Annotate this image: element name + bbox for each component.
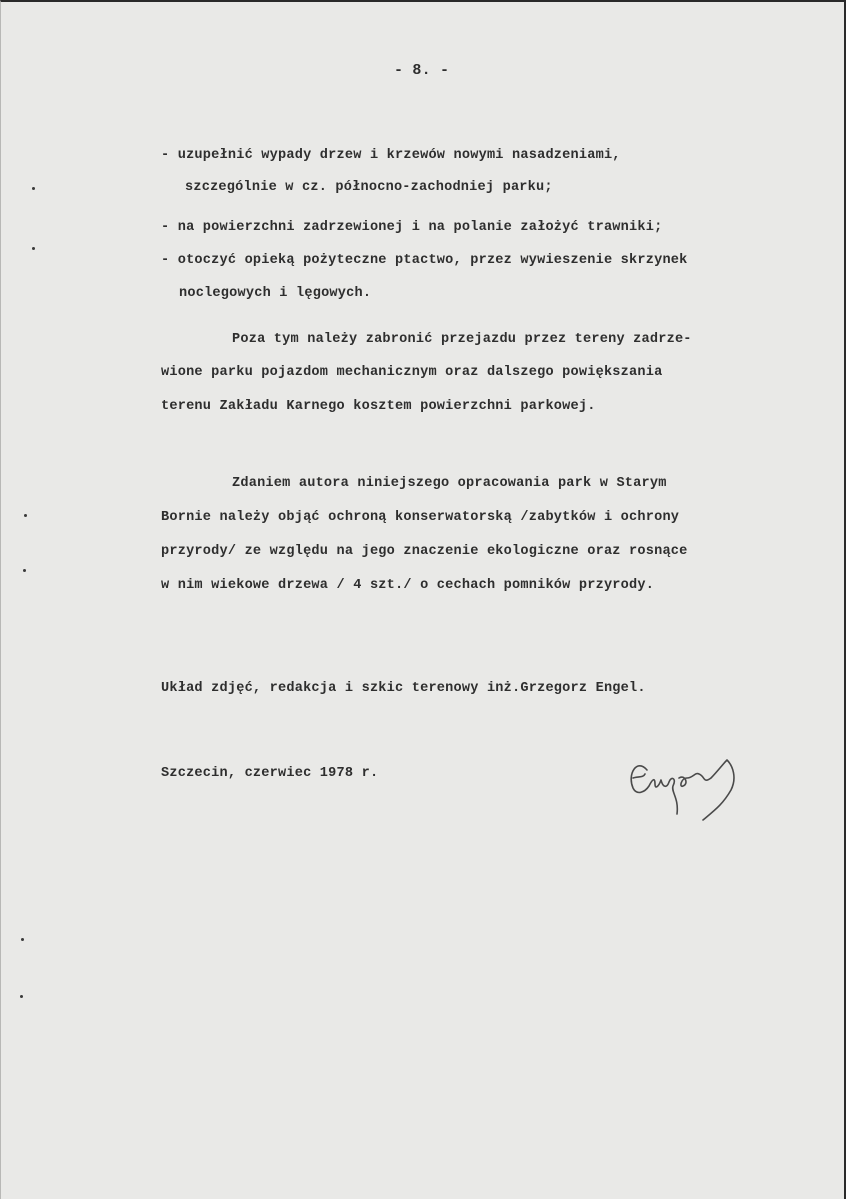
paragraph-1-line-3: terenu Zakładu Karnego kosztem powierzchni parkowej.	[161, 399, 596, 414]
punch-hole-mark	[23, 569, 26, 572]
bullet-line-3-cont: noclegowych i lęgowych.	[179, 286, 372, 301]
place-date: Szczecin, czerwiec 1978 r.	[161, 766, 379, 781]
paragraph-2-line-4: w nim wiekowe drzewa / 4 szt./ o cechach pomników przyrody.	[161, 578, 655, 593]
paragraph-2-line-3: przyrody/ ze względu na jego znaczenie ekologiczne oraz rosnące	[161, 544, 688, 559]
punch-hole-mark	[21, 938, 24, 941]
paragraph-1-line-1: Poza tym należy zabronić przejazdu przez tereny zadrze-	[232, 332, 692, 347]
punch-hole-mark	[24, 514, 27, 517]
paragraph-1-line-2: wione parku pojazdom mechanicznym oraz dalszego powiększania	[161, 365, 663, 380]
page-number: - 8. -	[394, 62, 450, 79]
punch-hole-mark	[32, 247, 35, 250]
punch-hole-mark	[20, 995, 23, 998]
bullet-line-3: - otoczyć opieką pożyteczne ptactwo, przez wywieszenie skrzynek	[161, 253, 688, 268]
bullet-line-1: - uzupełnić wypady drzew i krzewów nowymi nasadzeniami,	[161, 148, 621, 163]
paragraph-2-line-1: Zdaniem autora niniejszego opracowania park w Starym	[232, 476, 667, 491]
punch-hole-mark	[32, 187, 35, 190]
credits-line: Układ zdjęć, redakcja i szkic terenowy inż.Grzegorz Engel.	[161, 681, 646, 696]
signature-image	[619, 738, 759, 828]
paragraph-2-line-2: Bornie należy objąć ochroną konserwatorską /zabytków i ochrony	[161, 510, 680, 525]
bullet-line-1-cont: szczególnie w cz. północno-zachodniej parku;	[185, 180, 553, 195]
bullet-line-2: - na powierzchni zadrzewionej i na polanie założyć trawniki;	[161, 220, 663, 235]
